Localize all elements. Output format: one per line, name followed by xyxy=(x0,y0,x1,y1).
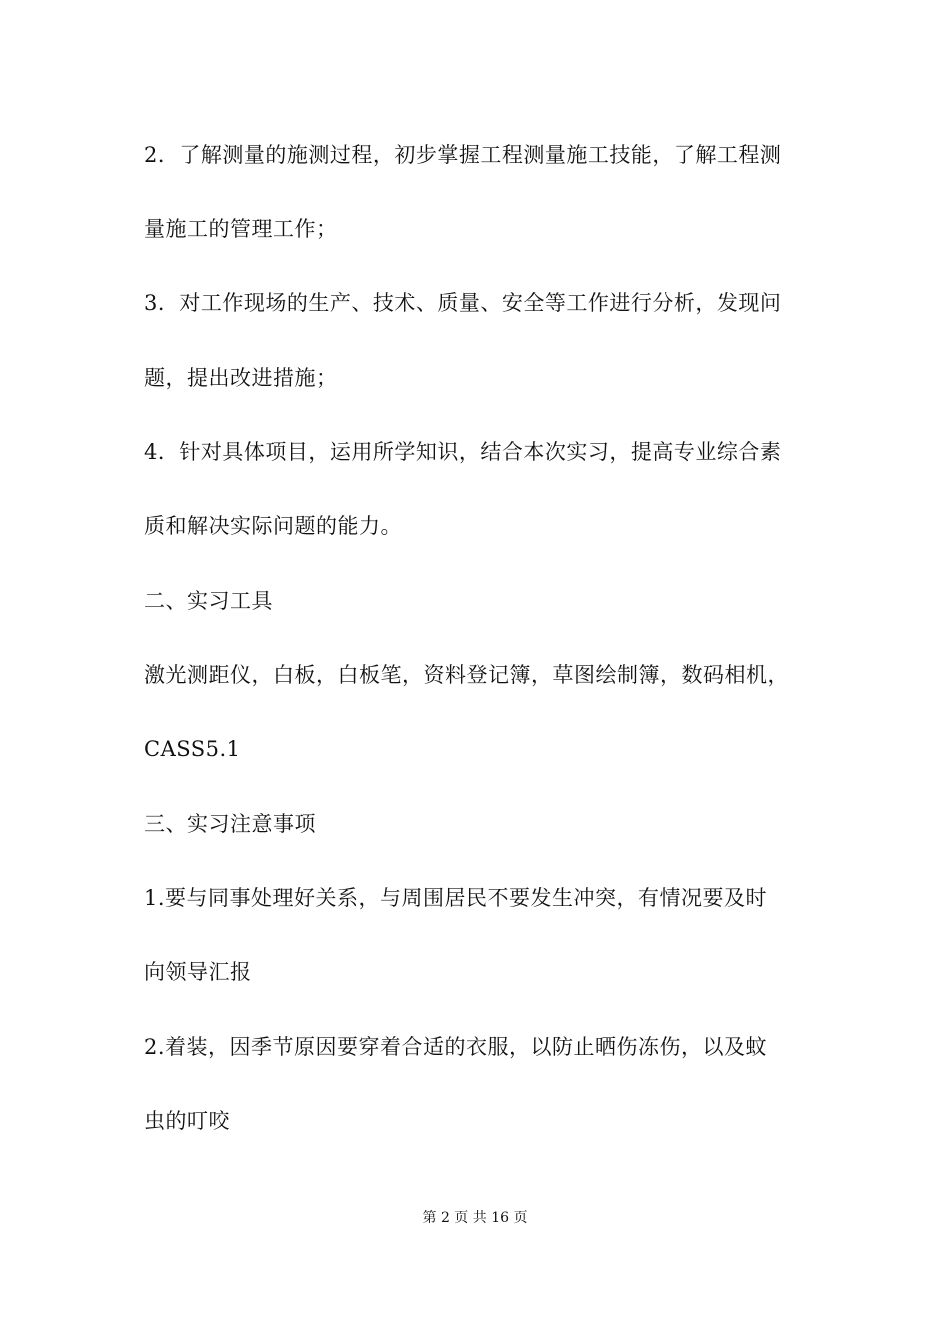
section-heading: 二、实习工具 xyxy=(144,589,273,613)
paragraph-line: 激光测距仪，白板，白板笔，资料登记簿，草图绘制簿，数码相机， xyxy=(144,663,789,687)
paragraph-line: CASS5.1 xyxy=(144,737,241,761)
paragraph-line: 2．了解测量的施测过程，初步掌握工程测量施工技能，了解工程测 xyxy=(144,143,782,167)
paragraph-line: 4．针对具体项目，运用所学知识，结合本次实习，提高专业综合素 xyxy=(144,440,782,464)
paragraph-line: 题，提出改进措施； xyxy=(144,366,338,390)
paragraph-line: 向领导汇报 xyxy=(144,960,252,984)
paragraph-line: 质和解决实际问题的能力。 xyxy=(144,514,402,538)
paragraph-line: 1.要与同事处理好关系，与周围居民不要发生冲突，有情况要及时 xyxy=(144,886,768,910)
paragraph-line: 虫的叮咬 xyxy=(144,1109,230,1133)
page-number-footer: 第 2 页 共 16 页 xyxy=(422,1210,528,1226)
section-heading: 三、实习注意事项 xyxy=(144,812,316,836)
paragraph-line: 2.着装，因季节原因要穿着合适的衣服，以防止晒伤冻伤，以及蚊 xyxy=(144,1035,768,1059)
paragraph-line: 量施工的管理工作； xyxy=(144,217,338,241)
paragraph-line: 3．对工作现场的生产、技术、质量、安全等工作进行分析，发现问 xyxy=(144,291,782,315)
